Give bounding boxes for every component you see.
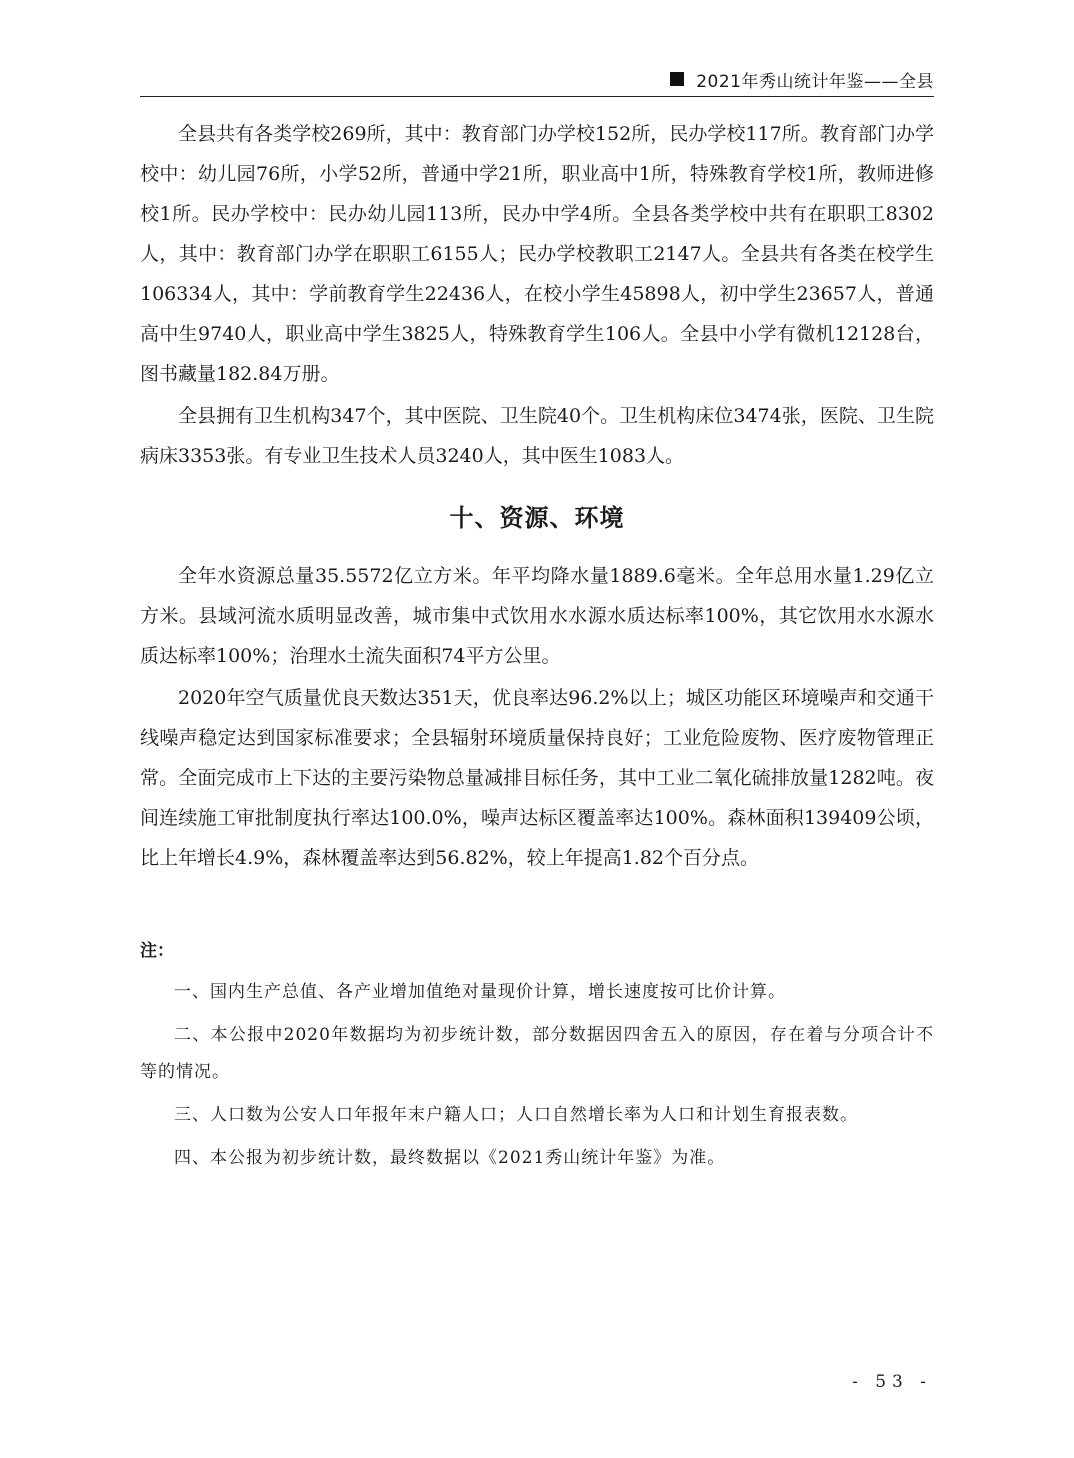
paragraph-water: 全年水资源总量35.5572亿立方米。年平均降水量1889.6毫米。全年总用水量1.29亿立方米。县域河流水质明显改善，城市集中式饮用水水源水质达标率100%，其它饮用水水源水质达标率100%；治理水土流失面积74平方公里。: [140, 565, 934, 667]
paragraph-environment: 2020年空气质量优良天数达351天，优良率达96.2%以上；城区功能区环境噪声和交通干线噪声稳定达到国家标准要求；全县辐射环境质量保持良好；工业危险废物、医疗废物管理正常。全面完成市上下达的主要污染物总量减排目标任务，其中工业二氧化硫排放量1282吨。夜间连续施工审批制度执行率达100.0%，噪声达标区覆盖率达100%。森林面积139409公顷，比上年增长4.9%，森林覆盖率达到56.82%，较上年提高1.82个百分点。: [140, 687, 934, 869]
page-number: - 53 -: [852, 1372, 932, 1392]
header-title: 2021年秀山统计年鉴——全县: [696, 71, 934, 92]
paragraph-education: 全县共有各类学校269所，其中：教育部门办学校152所，民办学校117所。教育部门办学校中：幼儿园76所，小学52所，普通中学21所，职业高中1所，特殊教育学校1所，教师进修校1所。民办学校中：民办幼儿园113所，民办中学4所。全县各类学校中共有在职职工8302人，其中：教育部门办学在职职工6155人；民办学校教职工2147人。全县共有各类在校学生106334人，其中：学前教育学生22436人，在校小学生45898人，初中学生23657人，普通高中生9740人，职业高中学生3825人，特殊教育学生106人。全县中小学有微机12128台，图书藏量182.84万册。: [140, 123, 934, 385]
note-item-3: 三、人口数为公安人口年报年末户籍人口；人口自然增长率为人口和计划生育报表数。: [174, 1105, 858, 1125]
page-content: [140, 114, 934, 1177]
note-item-2: 二、本公报中2020年数据均为初步统计数，部分数据因四舍五入的原因，存在着与分项合计不等的情况。: [140, 1025, 934, 1082]
note-item-4: 四、本公报为初步统计数，最终数据以《2021秀山统计年鉴》为准。: [174, 1148, 726, 1168]
paragraph-health: 全县拥有卫生机构347个，其中医院、卫生院40个。卫生机构床位3474张，医院、卫生院病床3353张。有专业卫生技术人员3240人，其中医生1083人。: [140, 405, 934, 467]
section-title: 十、资源、环境: [449, 504, 625, 532]
running-header: [140, 62, 934, 97]
note-item-1: 一、国内生产总值、各产业增加值绝对量现价计算，增长速度按可比价计算。: [174, 982, 786, 1002]
notes-label: 注：: [140, 941, 174, 961]
black-square-icon: [670, 72, 684, 86]
